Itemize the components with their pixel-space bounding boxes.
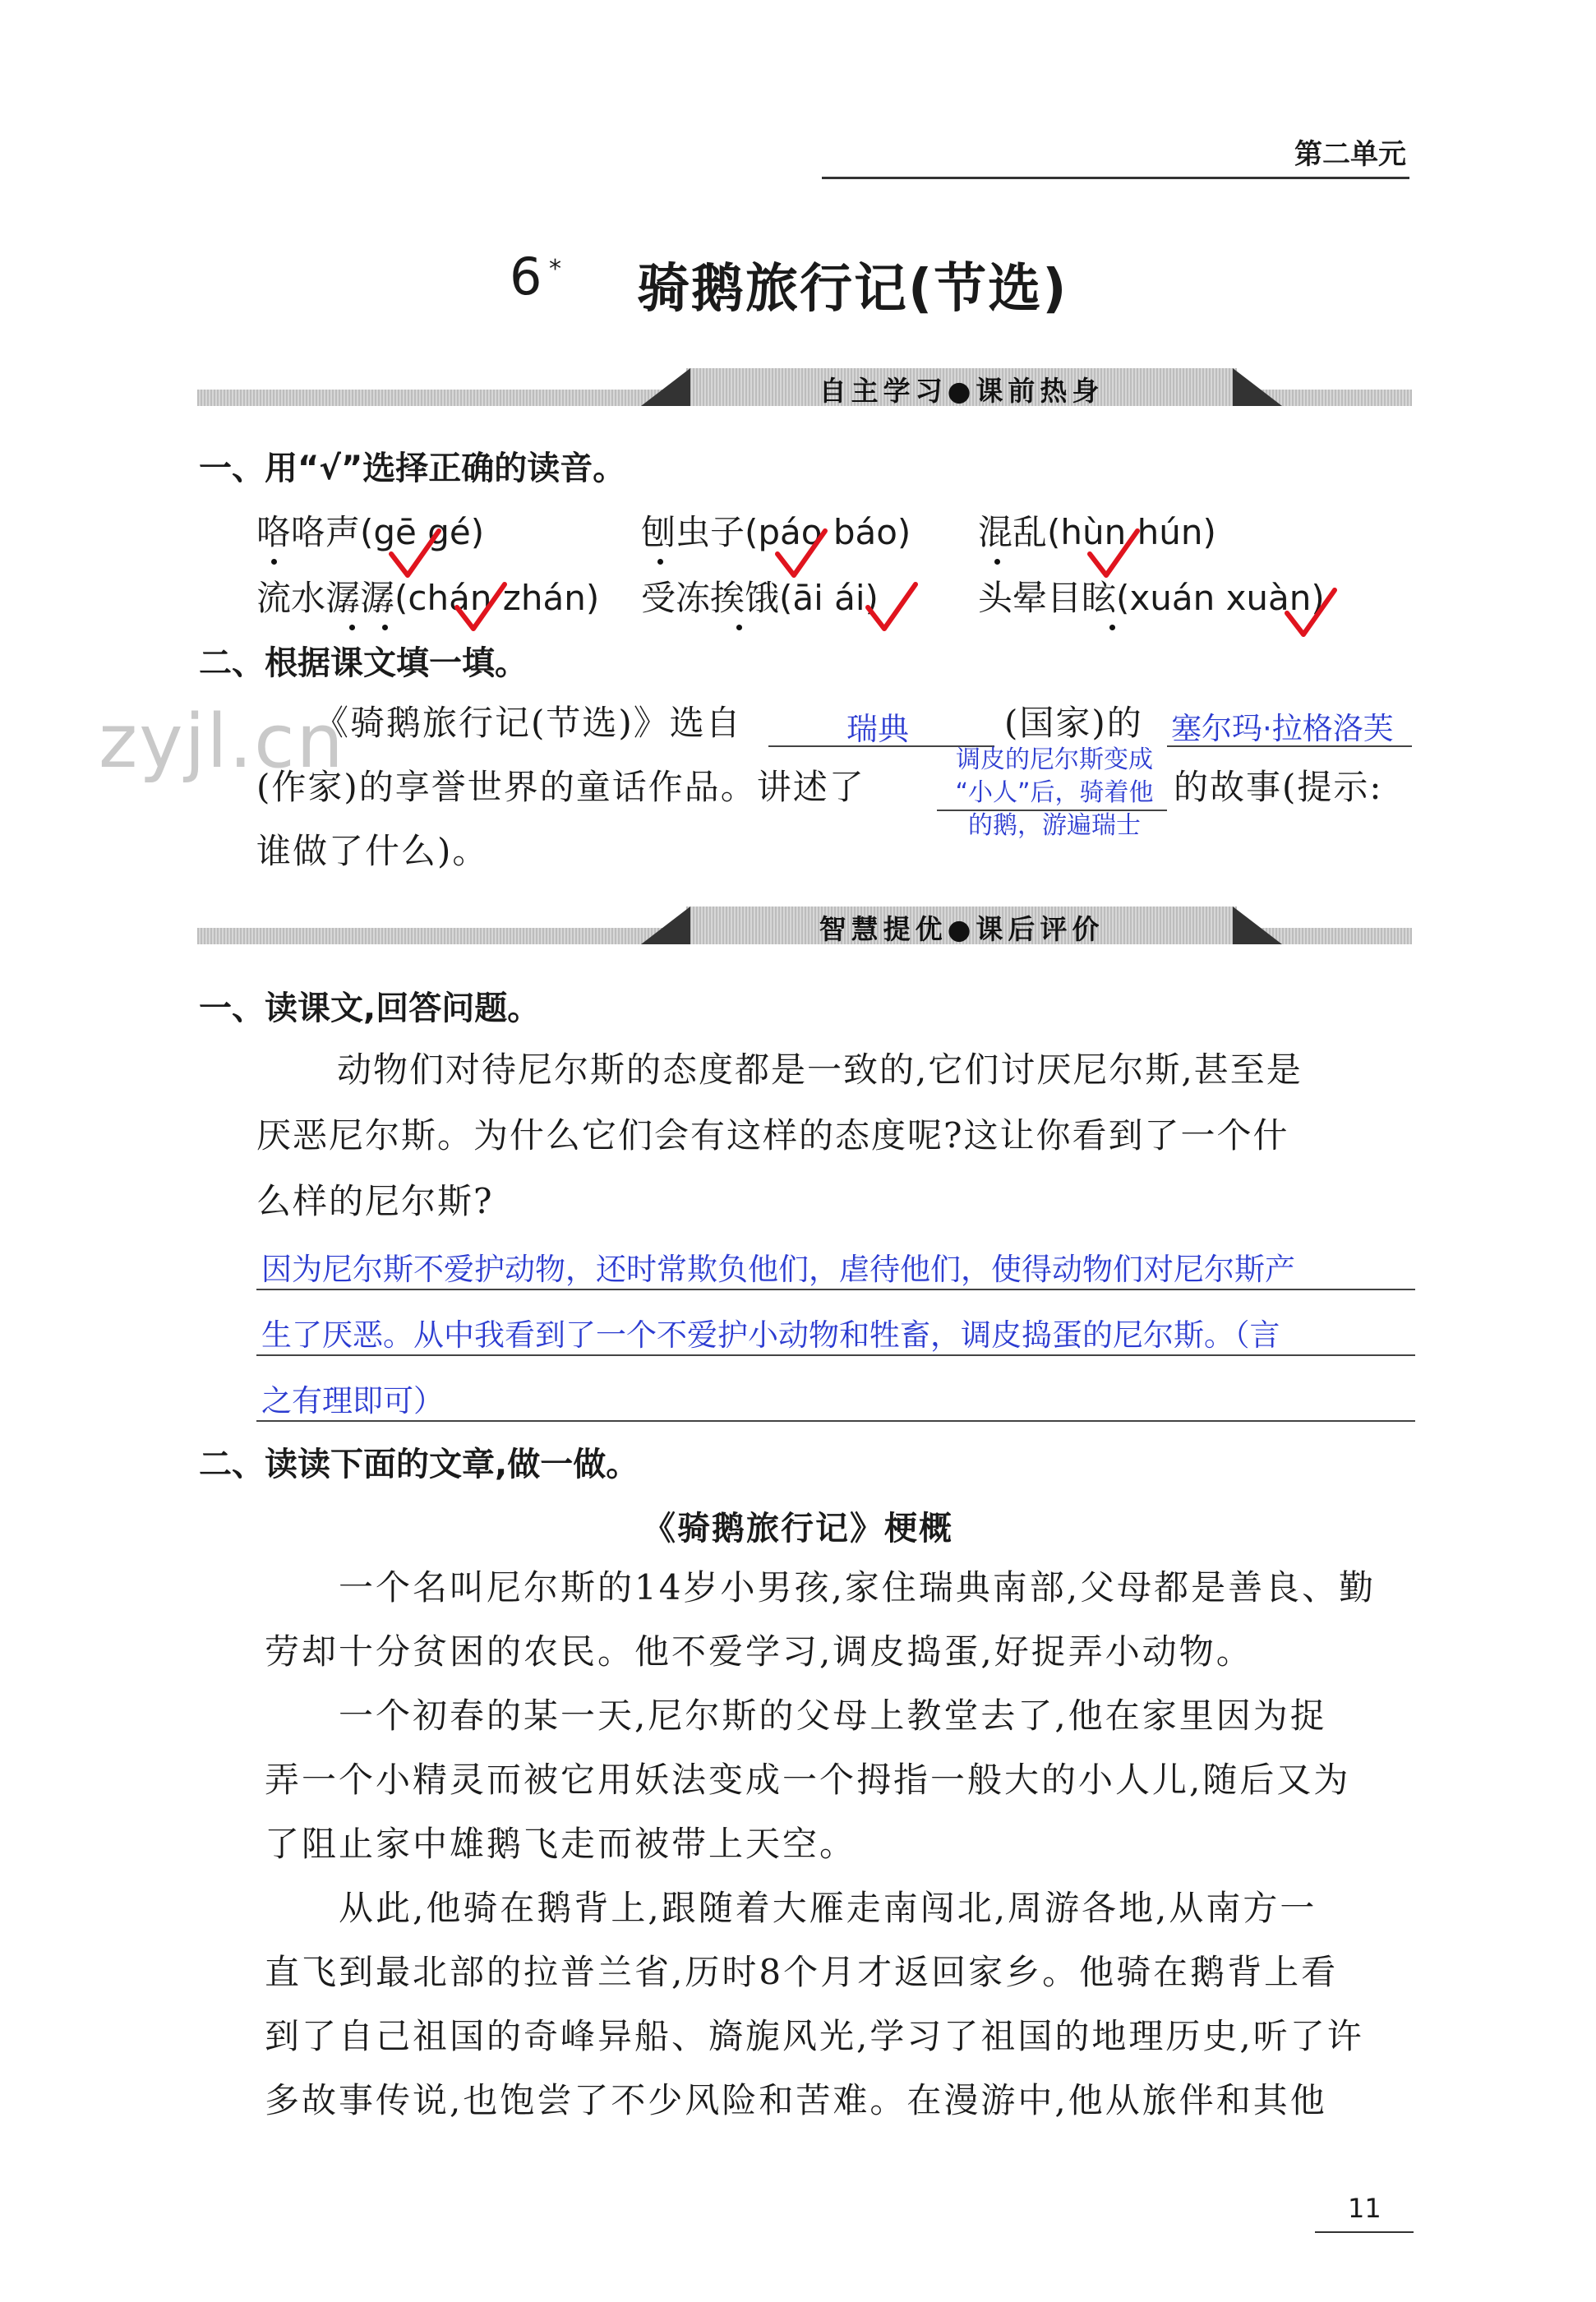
emphasis-dot bbox=[736, 625, 742, 630]
check-mark-icon bbox=[863, 579, 920, 637]
question-text: 动物们对待尼尔斯的态度都是一致的,它们讨厌尼尔斯,甚至是 厌恶尼尔斯。为什么它们会有这样的态度呢?这让你看到了一个什 么样的尼尔斯? bbox=[256, 1050, 1303, 1221]
lesson-title: 骑鹅旅行记(节选) bbox=[637, 259, 1068, 320]
pinyin-item: 受冻挨饿(āi ái) bbox=[641, 578, 879, 618]
answer-line bbox=[256, 1354, 1415, 1356]
emphasis-dot bbox=[271, 559, 277, 565]
banner-label: 自主学习●课前热身 bbox=[819, 375, 1105, 407]
emphasis-dot bbox=[657, 559, 663, 565]
banner-label: 智慧提优●课后评价 bbox=[819, 913, 1105, 945]
emphasis-dot bbox=[349, 625, 355, 630]
pinyin-item: 刨虫子(páo báo) bbox=[641, 512, 911, 552]
answer-country: 瑞典 bbox=[846, 711, 910, 747]
answer-line bbox=[256, 1420, 1415, 1422]
q1-heading: 一、读课文,回答问题。 bbox=[199, 990, 541, 1027]
emphasis-dot bbox=[382, 625, 388, 630]
pinyin-item: 头晕目眩(xuán xuàn) bbox=[978, 578, 1325, 618]
section-banner-preview bbox=[197, 362, 1412, 414]
fill-text: 《骑鹅旅行记(节选)》选自 bbox=[314, 703, 742, 743]
q1-heading: 一、用“√”选择正确的读音。 bbox=[199, 450, 626, 487]
lesson-number: 6 bbox=[510, 247, 542, 307]
answer-paragraph: 因为尼尔斯不爱护动物，还时常欺负他们，虐待他们，使得动物们对尼尔斯产 生了厌恶。从中我看到了一个不爱护小动物和牲畜，调皮捣蛋的尼尔斯。（言 之有理即可） bbox=[261, 1252, 1295, 1419]
emphasis-dot bbox=[994, 559, 1000, 565]
pinyin-item: 咯咯声(gē gé) bbox=[256, 512, 485, 552]
q2-heading: 二、读读下面的文章,做一做。 bbox=[199, 1446, 639, 1483]
q2-heading: 二、根据课文填一填。 bbox=[199, 644, 528, 682]
article-body: 一个名叫尼尔斯的14岁小男孩,家住瑞典南部,父母都是善良、勤 劳却十分贫困的农民。他不爱学习,调皮捣蛋,好捉弄小动物。 一个初春的某一天,尼尔斯的父母上教堂去了,他在家里因为捉 弄一个小精灵而被它用妖法变成一个拇指一般大的小人儿,随后又为 了阻止家中雄鹅飞走而被带上天空。 从此,他骑在鹅背上,跟随着大雁走南闯北,周游各地,从南方一 直飞到最北部的拉普兰省,历时8个月才返回家乡。他骑在鹅背上看 到了自己祖国的奇峰异船、旖旎风光,学习了祖国的地理历史,听了许 多故事传说,也饱尝了不少风险和苦难。在漫游中,他从旅伴和其他 bbox=[265, 1567, 1377, 2120]
page-number: 11 bbox=[1348, 2193, 1382, 2224]
lesson-star: * bbox=[549, 255, 561, 284]
section-banner-review bbox=[197, 900, 1412, 953]
check-mark-icon bbox=[1282, 585, 1340, 643]
pinyin-item: 流水潺潺(chán zhán) bbox=[256, 578, 600, 618]
article-title: 《骑鹅旅行记》梗概 bbox=[643, 1510, 953, 1548]
watermark: zyjl.cn bbox=[99, 699, 345, 785]
fill-text: 谁做了什么)。 bbox=[256, 831, 489, 871]
fill-text: 的故事(提示: bbox=[1174, 767, 1383, 807]
emphasis-dot bbox=[1109, 625, 1115, 630]
answer-author: 塞尔玛·拉格洛芙 bbox=[1171, 711, 1394, 746]
check-mark-icon bbox=[452, 579, 510, 637]
page-rule bbox=[1315, 2231, 1414, 2233]
check-mark-icon bbox=[773, 526, 830, 584]
check-mark-icon bbox=[1085, 526, 1142, 584]
check-mark-icon bbox=[386, 526, 444, 584]
unit-title: 第二单元 bbox=[1294, 138, 1406, 171]
fill-text: (国家)的 bbox=[1004, 703, 1143, 743]
pinyin-item: 混乱(hùn hún) bbox=[978, 512, 1216, 552]
answer-story: 调皮的尼尔斯变成 “小人”后，骑着他 的鹅，游遍瑞士 bbox=[955, 745, 1154, 840]
header-rule bbox=[822, 177, 1409, 179]
fill-text: (作家)的享誉世界的童话作品。讲述了 bbox=[256, 767, 865, 807]
answer-line bbox=[256, 1289, 1415, 1290]
